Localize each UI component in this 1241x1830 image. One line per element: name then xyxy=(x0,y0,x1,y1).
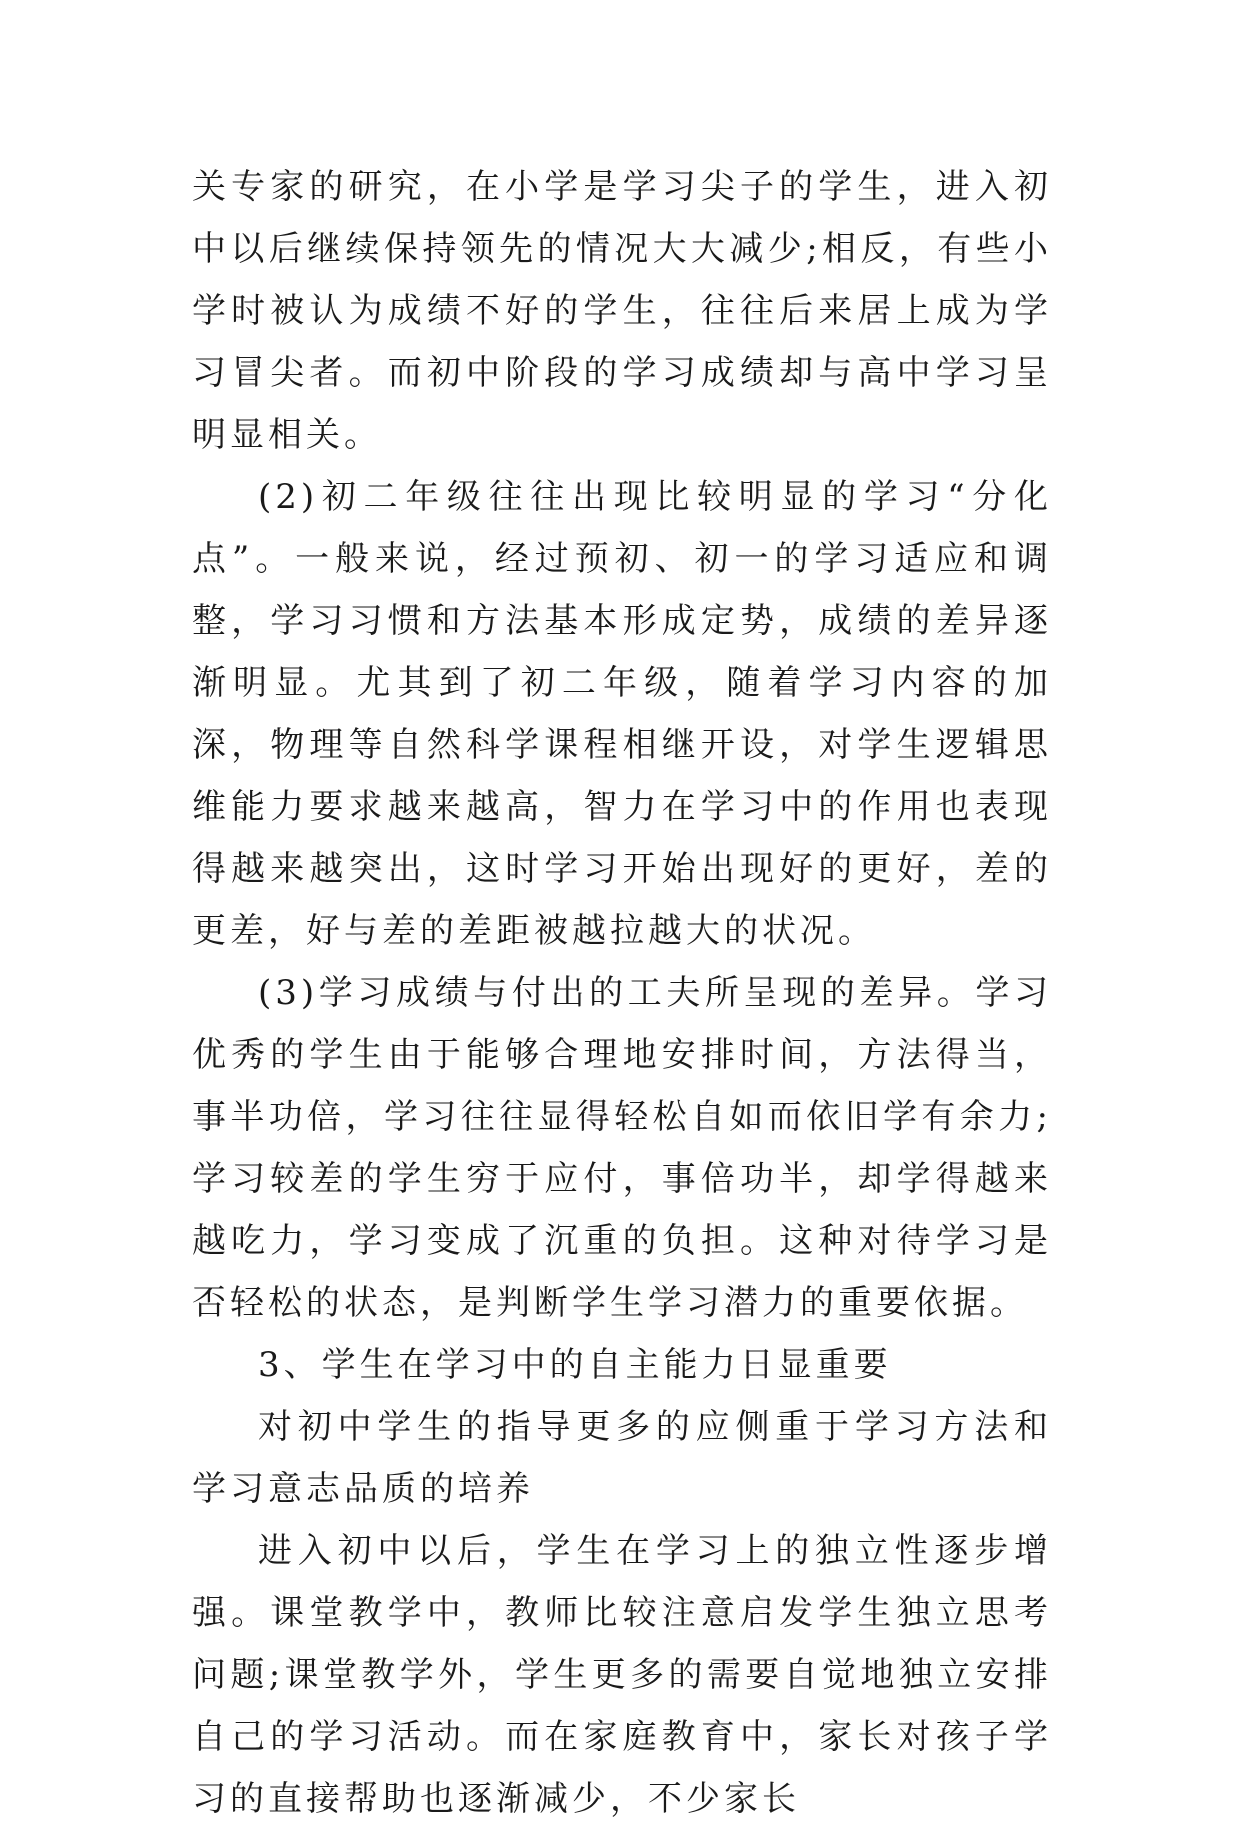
paragraph-independence: 进入初中以后，学生在学习上的独立性逐步增强。课堂教学中，教师比较注意启发学生独立思考问题;课堂教学外，学生更多的需要自觉地独立安排自己的学习活动。而在家庭教育中，家长对孩子学习的直接帮助也逐渐减少，不少家长 xyxy=(192,1531,1052,1819)
document-body xyxy=(192,156,1052,1830)
paragraph-point-3: (3)学习成绩与付出的工夫所呈现的差异。学习优秀的学生由于能够合理地安排时间，方法得当，事半功倍，学习往往显得轻松自如而依旧学有余力;学习较差的学生穷于应付，事倍功半，却学得越来越吃力，学习变成了沉重的负担。这种对待学习是否轻松的状态，是判断学生学习潜力的重要依据。 xyxy=(192,973,1052,1323)
paragraph-point-2: (2)初二年级往往出现比较明显的学习“分化点”。一般来说，经过预初、初一的学习适应和调整，学习习惯和方法基本形成定势，成绩的差异逐渐明显。尤其到了初二年级，随着学习内容的加深，物理等自然科学课程相继开设，对学生逻辑思维能力要求越来越高，智力在学习中的作用也表现得越来越突出，这时学习开始出现好的更好，差的更差，好与差的差距被越拉越大的状况。 xyxy=(192,477,1052,951)
section-subheading: 对初中学生的指导更多的应侧重于学习方法和学习意志品质的培养 xyxy=(192,1407,1052,1509)
paragraph-continuation: 关专家的研究，在小学是学习尖子的学生，进入初中以后继续保持领先的情况大大减少;相反，有些小学时被认为成绩不好的学生，往往后来居上成为学习冒尖者。而初中阶段的学习成绩却与高中学习呈明显相关。 xyxy=(192,167,1052,455)
section-heading-3: 3、学生在学习中的自主能力日显重要 xyxy=(258,1345,892,1385)
